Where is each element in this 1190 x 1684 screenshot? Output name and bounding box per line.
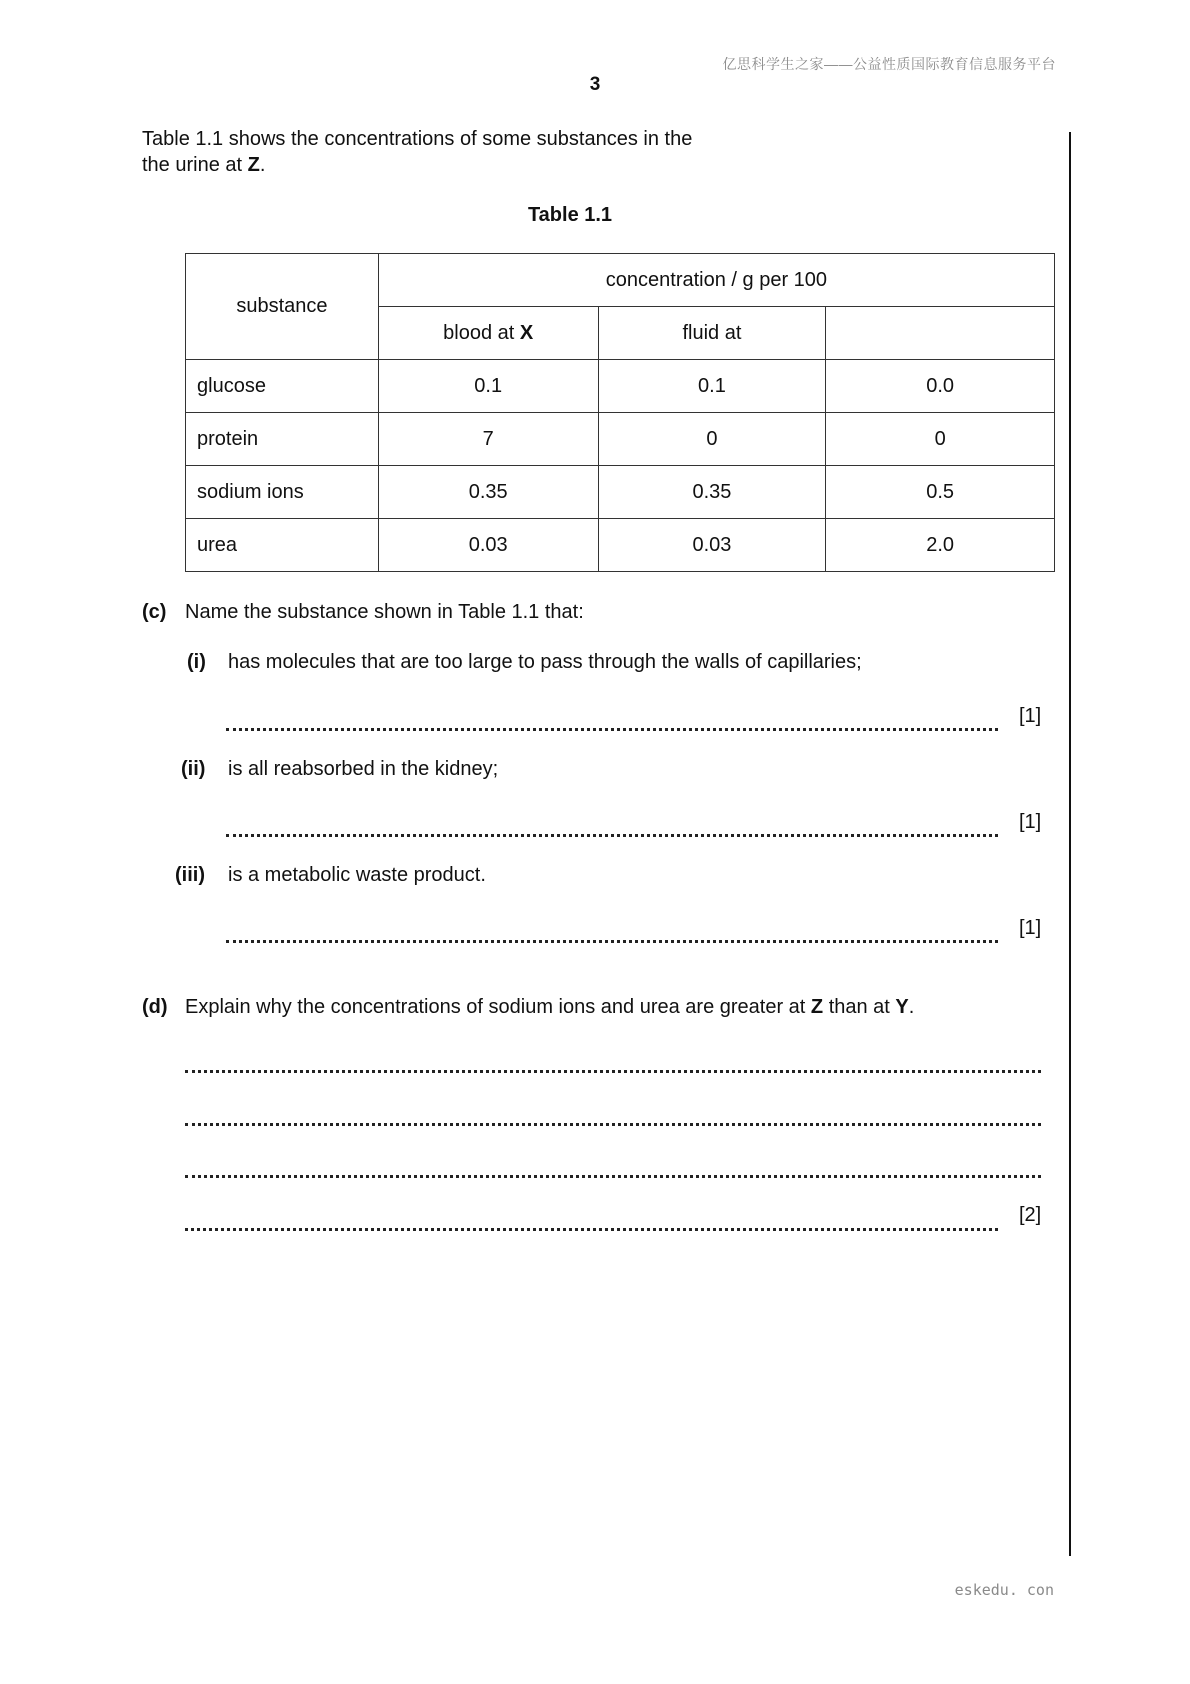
answer-line-d-3[interactable] (185, 1175, 1041, 1178)
part-c-ii-text: is all reabsorbed in the kidney; (228, 758, 499, 780)
part-d-point-y: Y (895, 996, 909, 1018)
answer-line-d-2[interactable] (185, 1123, 1041, 1126)
answer-line-c-i[interactable] (226, 728, 998, 731)
header-watermark: 亿思科学生之家——公益性质国际教育信息服务平台 (722, 56, 1056, 72)
cell-urine: 0.5 (826, 466, 1055, 519)
part-c-text: Name the substance shown in Table 1.1 that: (185, 601, 584, 623)
answer-line-d-1[interactable] (185, 1070, 1041, 1073)
page-number: 3 (589, 74, 601, 95)
cell-substance: protein (186, 413, 379, 466)
cell-substance: glucose (186, 360, 379, 413)
cell-fluid: 0.1 (598, 360, 826, 413)
cell-blood: 0.03 (378, 519, 598, 572)
cell-fluid: 0.35 (598, 466, 826, 519)
header-concentration: concentration / g per 100 (378, 254, 1054, 307)
table-row (186, 519, 1055, 572)
part-d-label: (d) (142, 996, 168, 1018)
cell-blood: 0.1 (378, 360, 598, 413)
answer-line-d-4[interactable] (185, 1228, 998, 1231)
intro-line-2-text: the urine at (142, 154, 248, 176)
cell-urine: 0.0 (826, 360, 1055, 413)
mark-c-i: [1] (1019, 705, 1042, 727)
footer-site: eskedu. con (954, 1581, 1054, 1599)
table-row (186, 413, 1055, 466)
part-c-ii-label: (ii) (181, 758, 206, 780)
part-c-i-text: has molecules that are too large to pass through the walls of capillaries; (228, 651, 862, 673)
mark-c-iii: [1] (1019, 917, 1042, 939)
cell-substance: sodium ions (186, 466, 379, 519)
answer-line-c-ii[interactable] (226, 834, 998, 837)
intro-point-z: Z (247, 154, 260, 176)
header-blood-point: X (519, 321, 534, 344)
intro-line-2-end: . (259, 154, 266, 176)
part-d-text (185, 996, 914, 1019)
table-row (186, 360, 1055, 413)
intro-line-2 (142, 152, 692, 178)
cell-blood: 0.35 (378, 466, 598, 519)
cell-blood: 7 (378, 413, 598, 466)
cell-urine: 2.0 (826, 519, 1055, 572)
table-row (186, 466, 1055, 519)
part-d-text-mid: than at (823, 996, 896, 1018)
part-c-label: (c) (142, 601, 167, 623)
header-substance: substance (186, 254, 379, 360)
part-d-text-end: . (908, 996, 915, 1018)
cell-substance: urea (186, 519, 379, 572)
part-c-i-label: (i) (187, 651, 206, 673)
part-c-iii-text: is a metabolic waste product. (228, 864, 486, 886)
part-d-text-start: Explain why the concentrations of sodium ions and urea are greater at (185, 996, 811, 1018)
concentration-table (185, 253, 1055, 572)
intro-text (142, 126, 692, 178)
intro-line-1: Table 1.1 shows the concentrations of some substances in the (142, 128, 693, 150)
header-blood-text: blood at (443, 321, 520, 344)
header-fluid: fluid at (598, 307, 826, 360)
answer-line-c-iii[interactable] (226, 940, 998, 943)
header-urine (826, 307, 1055, 360)
margin-rule (1069, 132, 1071, 1556)
cell-urine: 0 (826, 413, 1055, 466)
mark-c-ii: [1] (1019, 811, 1042, 833)
part-d-point-z: Z (810, 996, 824, 1018)
mark-d: [2] (1019, 1204, 1042, 1226)
part-c-iii-label: (iii) (175, 864, 205, 886)
header-blood (378, 307, 598, 360)
cell-fluid: 0.03 (598, 519, 826, 572)
table-caption: Table 1.1 (527, 204, 613, 226)
cell-fluid: 0 (598, 413, 826, 466)
table-header-row (186, 254, 1055, 307)
